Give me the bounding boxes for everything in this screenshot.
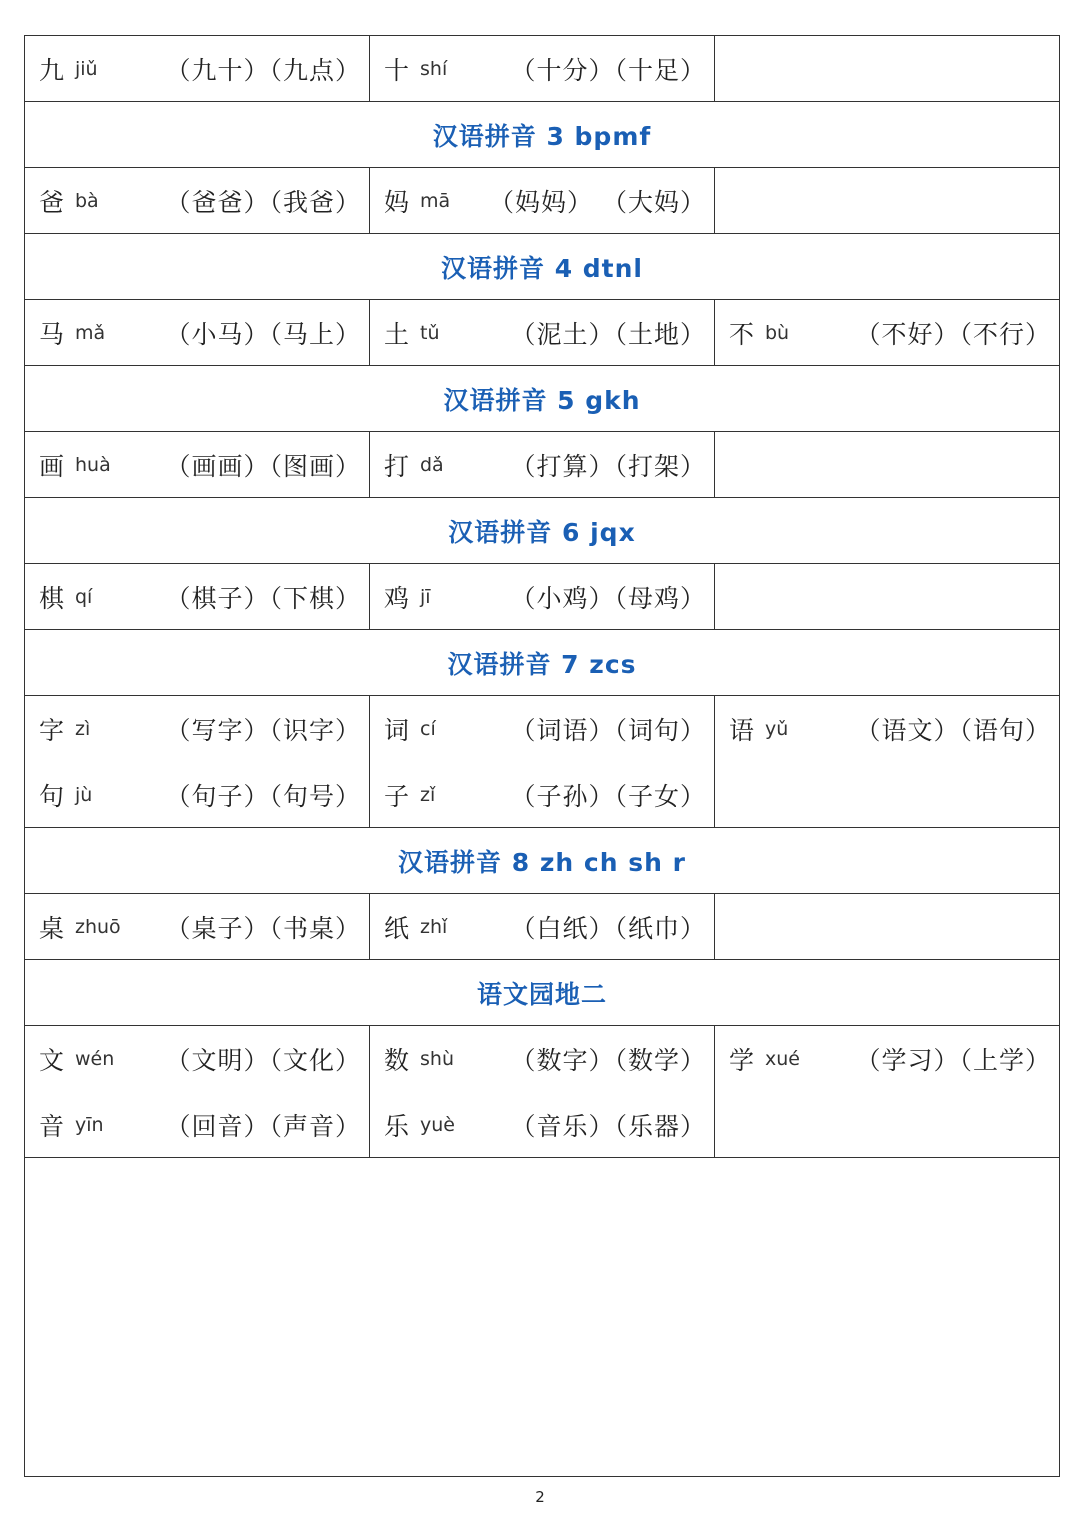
entry-cell (370, 696, 715, 827)
word-entry (39, 36, 361, 102)
character: 十 (384, 56, 410, 85)
word-examples: （九十）（九点） (165, 56, 361, 85)
character: 句 (39, 782, 65, 811)
entry-cell (25, 36, 370, 101)
vocabulary-table (24, 35, 1060, 1477)
section-header: 汉语拼音 4 dtnl (25, 234, 1059, 300)
word-entry (39, 564, 361, 630)
character: 土 (384, 320, 410, 349)
word-examples: （学习）（上学） (855, 1046, 1051, 1075)
character: 打 (384, 452, 410, 481)
entry-row (25, 168, 1059, 234)
entry-cell (25, 168, 370, 233)
word-examples: （十分）（十足） (510, 56, 706, 85)
character: 乐 (384, 1112, 410, 1141)
word-examples: （画画）（图画） (165, 452, 361, 481)
pinyin: shí (420, 58, 448, 80)
pinyin: jī (420, 586, 431, 608)
word-examples: （词语）（词句） (510, 716, 706, 745)
character: 爸 (39, 188, 65, 217)
entry-cell (25, 1026, 370, 1157)
entry-cell (25, 564, 370, 629)
character: 桌 (39, 914, 65, 943)
pinyin: shù (420, 1048, 454, 1070)
word-entry (384, 432, 706, 498)
word-entry (384, 696, 706, 762)
entry-row (25, 300, 1059, 366)
entry-cell (25, 894, 370, 959)
word-examples: （小鸡）（母鸡） (510, 584, 706, 613)
word-entry (39, 894, 361, 960)
character: 妈 (384, 188, 410, 217)
word-examples: （数字）（数学） (510, 1046, 706, 1075)
entry-cell (370, 894, 715, 959)
word-entry (39, 696, 361, 762)
word-entry (729, 696, 1051, 762)
character: 词 (384, 716, 410, 745)
entry-cell (715, 894, 1059, 959)
entry-row (25, 894, 1059, 960)
word-entry (39, 1092, 361, 1158)
word-examples: （白纸）（纸巾） (510, 914, 706, 943)
entry-row (25, 564, 1059, 630)
entry-cell (370, 300, 715, 365)
pinyin: jù (75, 784, 93, 806)
entry-cell (25, 300, 370, 365)
entry-cell (25, 696, 370, 827)
pinyin: zhuō (75, 916, 121, 938)
word-examples: （文明）（文化） (165, 1046, 361, 1075)
pinyin: mǎ (75, 322, 106, 344)
pinyin: huà (75, 454, 111, 476)
entry-row (25, 432, 1059, 498)
word-examples: （回音）（声音） (165, 1112, 361, 1141)
entry-cell (370, 432, 715, 497)
entry-cell (715, 300, 1059, 365)
word-entry (384, 564, 706, 630)
word-entry (384, 1092, 706, 1158)
section-header: 汉语拼音 8 zh ch sh r (25, 828, 1059, 894)
pinyin: zǐ (420, 784, 436, 806)
pinyin: zì (75, 718, 91, 740)
entry-cell (715, 696, 1059, 827)
character: 九 (39, 56, 65, 85)
word-entry (384, 300, 706, 366)
word-entry (729, 1026, 1051, 1092)
word-entry (39, 300, 361, 366)
pinyin: cí (420, 718, 436, 740)
character: 马 (39, 320, 65, 349)
entry-cell (715, 564, 1059, 629)
character: 鸡 (384, 584, 410, 613)
word-entry (384, 168, 706, 234)
word-entry (39, 762, 361, 828)
word-entry (729, 300, 1051, 366)
character: 画 (39, 452, 65, 481)
pinyin: bà (75, 190, 99, 212)
pinyin: xué (765, 1048, 800, 1070)
pinyin: yǔ (765, 718, 789, 740)
character: 子 (384, 782, 410, 811)
entry-cell (370, 564, 715, 629)
word-examples: （子孙）（子女） (510, 782, 706, 811)
word-examples: （不好）（不行） (855, 320, 1051, 349)
word-entry (384, 894, 706, 960)
word-examples: （小马）（马上） (165, 320, 361, 349)
entry-cell (715, 168, 1059, 233)
pinyin: wén (75, 1048, 115, 1070)
pinyin: qí (75, 586, 93, 608)
pinyin: bù (765, 322, 790, 344)
entry-cell (370, 168, 715, 233)
pinyin: mā (420, 190, 451, 212)
word-examples: （打算）（打架） (510, 452, 706, 481)
entry-cell (715, 36, 1059, 101)
pinyin: yīn (75, 1114, 104, 1136)
word-entry (384, 1026, 706, 1092)
word-examples: （桌子）（书桌） (165, 914, 361, 943)
word-entry (384, 36, 706, 102)
word-examples: （棋子）（下棋） (165, 584, 361, 613)
pinyin: dǎ (420, 454, 444, 476)
word-entry (384, 762, 706, 828)
pinyin: jiǔ (75, 58, 98, 80)
word-examples: （句子）（句号） (165, 782, 361, 811)
word-entry (39, 1026, 361, 1092)
character: 棋 (39, 584, 65, 613)
character: 纸 (384, 914, 410, 943)
character: 不 (729, 320, 755, 349)
entry-row (25, 696, 1059, 828)
pinyin: zhǐ (420, 916, 448, 938)
entry-row (25, 36, 1059, 102)
character: 数 (384, 1046, 410, 1075)
entry-cell (25, 432, 370, 497)
word-examples: （写字）（识字） (165, 716, 361, 745)
section-header: 汉语拼音 3 bpmf (25, 102, 1059, 168)
character: 音 (39, 1112, 65, 1141)
section-header: 语文园地二 (25, 960, 1059, 1026)
pinyin: tǔ (420, 322, 440, 344)
character: 语 (729, 716, 755, 745)
entry-cell (370, 1026, 715, 1157)
word-examples: （泥土）（土地） (510, 320, 706, 349)
word-examples: （爸爸）（我爸） (165, 188, 361, 217)
entry-cell (370, 36, 715, 101)
entry-cell (715, 432, 1059, 497)
character: 字 (39, 716, 65, 745)
entry-cell (715, 1026, 1059, 1157)
section-header: 汉语拼音 7 zcs (25, 630, 1059, 696)
character: 学 (729, 1046, 755, 1075)
section-header: 汉语拼音 6 jqx (25, 498, 1059, 564)
entry-row (25, 1026, 1059, 1158)
character: 文 (39, 1046, 65, 1075)
word-examples: （妈妈） （大妈） (489, 188, 706, 217)
word-entry (39, 432, 361, 498)
word-entry (39, 168, 361, 234)
word-examples: （音乐）（乐器） (510, 1112, 706, 1141)
pinyin: yuè (420, 1114, 455, 1136)
word-examples: （语文）（语句） (855, 716, 1051, 745)
page-number: 2 (535, 1488, 545, 1506)
section-header: 汉语拼音 5 gkh (25, 366, 1059, 432)
